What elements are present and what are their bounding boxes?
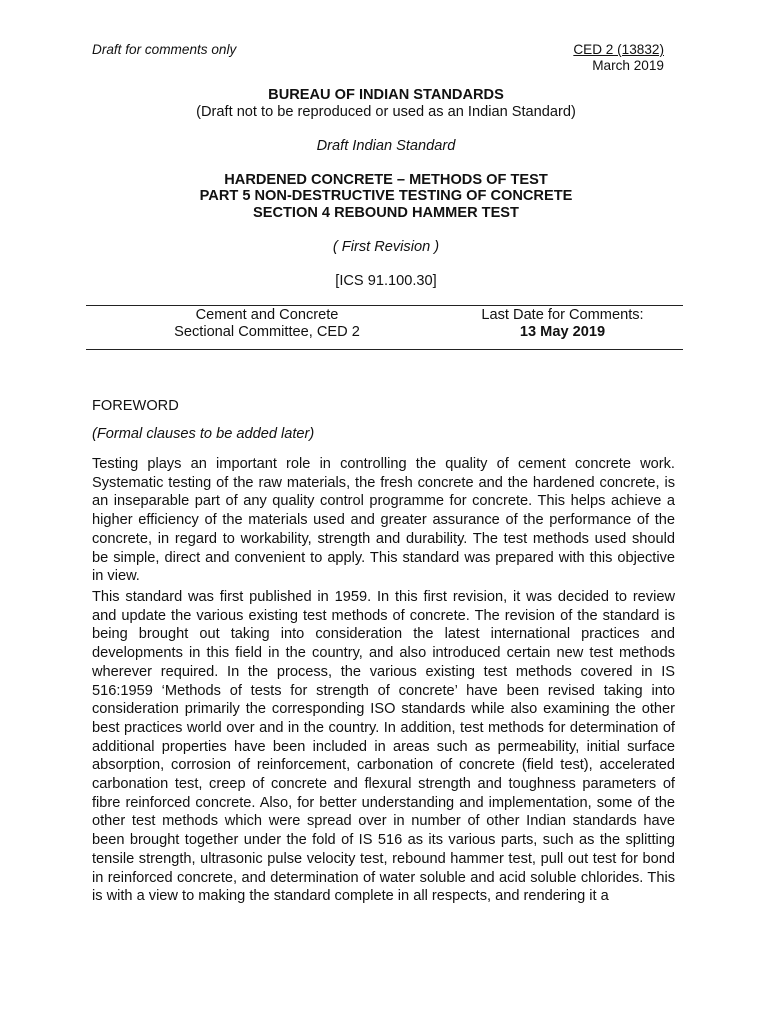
document-code: CED 2 (13832) <box>573 42 664 57</box>
divider-bottom <box>86 349 683 350</box>
committee-line-2: Sectional Committee, CED 2 <box>174 324 360 340</box>
document-title-line-2: PART 5 NON-DESTRUCTIVE TESTING OF CONCRETE <box>199 188 573 204</box>
draft-type: Draft Indian Standard <box>316 138 456 154</box>
foreword-subheading: (Formal clauses to be added later) <box>92 426 315 442</box>
divider-top <box>86 305 683 306</box>
organization-name: BUREAU OF INDIAN STANDARDS <box>268 87 504 103</box>
foreword-heading: FOREWORD <box>92 398 179 414</box>
comment-deadline <box>450 307 675 341</box>
draft-comments-note: Draft for comments only <box>92 42 237 57</box>
draft-notice: (Draft not to be reproduced or used as an Indian Standard) <box>196 104 576 120</box>
document-title-line-3: SECTION 4 REBOUND HAMMER TEST <box>253 205 519 221</box>
document-title-line-1: HARDENED CONCRETE – METHODS OF TEST <box>224 172 548 188</box>
revision-label: ( First Revision ) <box>332 239 440 255</box>
document-reference <box>573 42 664 74</box>
foreword-paragraph-1: Testing plays an important role in controlling the quality of cement concrete work. Systematic testing of the raw materials, the fresh concrete and the hardened concrete, is an inseparable part of any quality control programme for concrete. This helps achieve a higher efficiency of the materials used and greater assurance of the performance of the concrete, in regard to workability, strength and durability. The test methods used should be simple, direct and convenient to apply. This standard was prepared with this objective in view. <box>92 456 675 585</box>
foreword-paragraph-2: This standard was first published in 1959. In this first revision, it was decided to review and update the various existing test methods of concrete. The revision of the standard is being brought out taking into consideration the latest international practices and developments in this field in the country, and also introduced certain new test methods wherever required. In the process, the various existing test methods covered in IS 516:1959 ‘Methods of tests for strength of concrete’ have been revised taking into consideration primarily the corresponding ISO standards while also examining the other best practices world over and in the country. In addition, test methods for determination of additional properties have been included in areas such as permeability, initial surface absorption, corrosion of reinforcement, carbonation of concrete (field test), accelerated carbonation test, creep of concrete and flexural strength and toughness parameters of fibre reinforced concrete. Also, for better understanding and implementation, some of the other test methods which were spread over in number of other Indian standards have been brought together under the fold of IS 516 as its various parts, such as the splitting tensile strength, ultrasonic pulse velocity test, rebound hammer test, pull out test for bond in reinforced concrete, and determination of water soluble and acid soluble chlorides. This is with a view to making the standard complete in all respects, and rendering it a <box>92 589 675 905</box>
deadline-label: Last Date for Comments: <box>481 307 644 323</box>
committee-info <box>132 307 402 341</box>
ics-code: [ICS 91.100.30] <box>335 273 437 289</box>
committee-line-1: Cement and Concrete <box>195 307 339 323</box>
deadline-date: 13 May 2019 <box>519 324 606 340</box>
document-date: March 2019 <box>592 58 664 73</box>
